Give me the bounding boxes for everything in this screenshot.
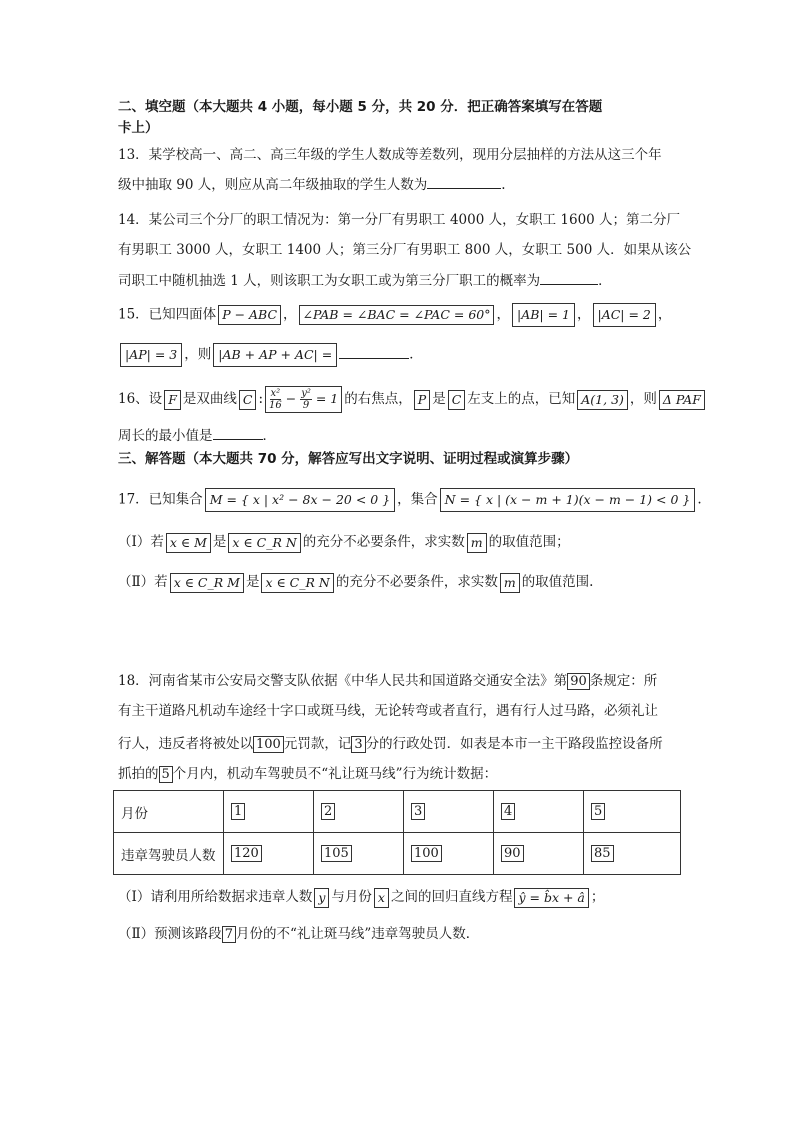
formula-point-a: A(1, 3)	[577, 390, 628, 410]
formula-triangle: Δ PAF	[659, 390, 705, 410]
section2-title-line2: 卡上）	[118, 120, 159, 136]
violation-stats-table	[113, 790, 681, 875]
row-label-month: 月份	[114, 791, 224, 833]
section3-title: 三、解答题（本大题共 70 分，解答应写出文字说明、证明过程或演算步骤）	[118, 451, 579, 467]
formula-ab-length: |AB| = 1	[512, 303, 575, 327]
q17-part1: （Ⅰ）若 x ∈ M 是 x ∈ C_R N 的充分不必要条件，求实数 m 的取值范围；	[118, 532, 570, 553]
count-cell: 85	[584, 833, 681, 875]
formula-vector-sum: |AB + AP + AC| =	[213, 343, 337, 367]
q14-line1: 14．某公司三个分厂的职工情况为：第一分厂有男职工 4000 人，女职工 1600 人；第二分厂	[118, 212, 681, 228]
answer-blank	[427, 174, 501, 189]
count-cell: 105	[314, 833, 404, 875]
q14-line2: 有男职工 3000 人，女职工 1400 人；第三分厂有男职工 800 人，女职工 500 人．如果从该公	[118, 242, 692, 258]
formula-ap-length: |AP| = 3	[120, 343, 182, 367]
answer-blank	[213, 425, 263, 440]
q18-line2: 有主干道路凡机动车途经十字口或斑马线，无论转弯或者直行，遇有行人过马路，必须礼让	[118, 703, 658, 719]
boxed-number: 5	[159, 766, 173, 783]
boxed-number: 100	[253, 736, 284, 753]
formula-x-in-crn: x ∈ C_R N	[228, 533, 300, 553]
count-cell: 100	[404, 833, 494, 875]
boxed-number: 7	[222, 926, 236, 943]
formula-x-in-crn: x ∈ C_R N	[261, 573, 333, 593]
row-label-violators: 违章驾驶员人数	[114, 833, 224, 875]
q13-line1: 13．某学校高一、高二、高三年级的学生人数成等差数列，现用分层抽样的方法从这三个年	[118, 147, 662, 163]
symbol-x: x	[374, 888, 389, 908]
q18-line1: 18．河南省某市公安局交警支队依据《中华人民共和国道路交通安全法》第 90 条规定：所	[118, 673, 658, 689]
q18-part1: （Ⅰ）请利用所给数据求违章人数 y 与月份 x 之间的回归直线方程 ŷ = b̂x + â ；	[118, 887, 604, 908]
boxed-number: 3	[351, 736, 365, 753]
q18-part2: （Ⅱ）预测该路段 7 月份的不“礼让斑马线”违章驾驶员人数．	[118, 926, 480, 942]
answer-blank	[540, 270, 598, 285]
count-cell: 120	[224, 833, 314, 875]
q18-line3: 行人，违反者将被处以 100 元罚款，记 3 分的行政处罚．如表是本市一主干路段监控设备所	[118, 736, 663, 752]
boxed-number: 90	[567, 673, 590, 690]
month-cell: 2	[314, 791, 404, 833]
month-cell: 4	[494, 791, 584, 833]
formula-angles: ∠PAB = ∠BAC = ∠PAC = 60°	[299, 305, 495, 325]
symbol-c2: C	[448, 390, 466, 410]
symbol-c: C	[239, 390, 257, 410]
formula-x-in-crm: x ∈ C_R M	[170, 573, 244, 593]
month-cell: 3	[404, 791, 494, 833]
formula-hyperbola: $\frac{\text{x²}}{16}$ − $\frac{\text{y²}}{9}$ = 1	[265, 386, 342, 413]
symbol-f: F	[164, 390, 181, 410]
formula-regression: ŷ = b̂x + â	[514, 888, 588, 908]
q17-part2: （Ⅱ）若 x ∈ C_R M 是 x ∈ C_R N 的充分不必要条件，求实数 m 的取值范围.	[118, 572, 593, 593]
symbol-m: m	[500, 573, 520, 593]
q17-line1: 17．已知集合 M = { x | x² − 8x − 20 < 0 } ，集合 N = { x | (x − m + 1)(x − m − 1) < 0 } .	[118, 488, 702, 512]
answer-blank	[339, 344, 409, 359]
month-cell: 1	[224, 791, 314, 833]
q14-line3: 司职工中随机抽选 1 人，则该职工为女职工或为第三分厂职工的概率为 ．	[118, 270, 612, 291]
formula-x-in-m: x ∈ M	[166, 533, 211, 553]
q13-line2: 级中抽取 90 人，则应从高二年级抽取的学生人数为 .	[118, 174, 506, 195]
section2-title-line1: 二、填空题（本大题共 4 小题，每小题 5 分，共 20 分．把正确答案填写在答题	[118, 99, 603, 115]
q18-line4: 抓拍的 5 个月内，机动车驾驶员不“礼让斑马线”行为统计数据：	[118, 766, 498, 782]
q16-line1: 16、设 F 是双曲线 C : $\frac{\text{x²}}{16}$ − $\frac{\text{y²}}{9}$ = 1 的右焦点， P 是 C 左支上的点，已知 A(1, 3) ，则 Δ PAF	[118, 386, 707, 413]
q15-line2: |AP| = 3 ，则 |AB + AP + AC| = ．	[118, 343, 423, 367]
symbol-p: P	[414, 390, 430, 410]
count-cell: 90	[494, 833, 584, 875]
formula-set-m: M = { x | x² − 8x − 20 < 0 }	[205, 488, 395, 512]
formula-tetrahedron: P − ABC	[218, 305, 281, 325]
q16-line2: 周长的最小值是 ．	[118, 425, 276, 446]
formula-ac-length: |AC| = 2	[593, 303, 656, 327]
q15-line1: 15．已知四面体 P − ABC ， ∠PAB = ∠BAC = ∠PAC = 60° ， |AB| = 1 ， |AC| = 2 ，	[118, 303, 671, 327]
table-row	[114, 833, 681, 875]
formula-set-n: N = { x | (x − m + 1)(x − m − 1) < 0 }	[440, 488, 696, 512]
table-row	[114, 791, 681, 833]
symbol-y: y	[314, 888, 329, 908]
symbol-m: m	[467, 533, 487, 553]
month-cell: 5	[584, 791, 681, 833]
